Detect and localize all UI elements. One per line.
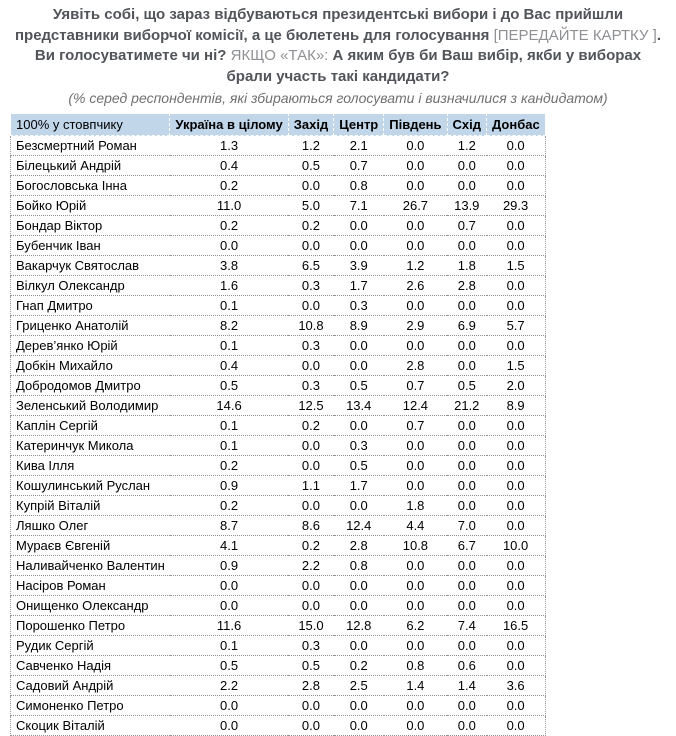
value-cell: 2.5 bbox=[334, 676, 384, 696]
table-header-row bbox=[11, 114, 546, 136]
table-row bbox=[11, 136, 546, 156]
value-cell: 0.1 bbox=[170, 296, 288, 316]
value-cell: 0.0 bbox=[334, 696, 384, 716]
candidate-name: Вакарчук Святослав bbox=[11, 256, 170, 276]
candidate-name: Білецький Андрій bbox=[11, 156, 170, 176]
value-cell: 0.7 bbox=[334, 156, 384, 176]
value-cell: 0.0 bbox=[487, 576, 546, 596]
value-cell: 7.0 bbox=[447, 516, 486, 536]
candidate-name: Добродомов Дмитро bbox=[11, 376, 170, 396]
candidate-name: Бондар Віктор bbox=[11, 216, 170, 236]
table-row bbox=[11, 596, 546, 616]
value-cell: 0.0 bbox=[288, 296, 333, 316]
table-row bbox=[11, 256, 546, 276]
value-cell: 0.0 bbox=[334, 496, 384, 516]
value-cell: 11.6 bbox=[170, 616, 288, 636]
value-cell: 0.0 bbox=[487, 456, 546, 476]
value-cell: 1.5 bbox=[487, 356, 546, 376]
table-row bbox=[11, 396, 546, 416]
table-row bbox=[11, 476, 546, 496]
value-cell: 0.0 bbox=[288, 456, 333, 476]
value-cell: 0.0 bbox=[384, 176, 447, 196]
value-cell: 2.2 bbox=[170, 676, 288, 696]
table-row bbox=[11, 336, 546, 356]
value-cell: 0.0 bbox=[487, 516, 546, 536]
column-header-percent: 100% у стовпчику bbox=[11, 114, 170, 136]
value-cell: 0.7 bbox=[384, 376, 447, 396]
value-cell: 8.9 bbox=[334, 316, 384, 336]
candidate-name: Рудик Сергій bbox=[11, 636, 170, 656]
value-cell: 0.0 bbox=[487, 716, 546, 736]
value-cell: 1.6 bbox=[170, 276, 288, 296]
question-segment-bracket: [ПЕРЕДАЙТЕ КАРТКУ ] bbox=[493, 26, 657, 44]
value-cell: 4.4 bbox=[384, 516, 447, 536]
value-cell: 7.4 bbox=[447, 616, 486, 636]
value-cell: 0.2 bbox=[288, 416, 333, 436]
value-cell: 0.0 bbox=[447, 416, 486, 436]
value-cell: 0.3 bbox=[288, 336, 333, 356]
value-cell: 6.9 bbox=[447, 316, 486, 336]
value-cell: 2.8 bbox=[384, 356, 447, 376]
value-cell: 0.9 bbox=[170, 556, 288, 576]
value-cell: 0.5 bbox=[288, 156, 333, 176]
value-cell: 0.3 bbox=[288, 276, 333, 296]
value-cell: 0.0 bbox=[384, 456, 447, 476]
value-cell: 8.7 bbox=[170, 516, 288, 536]
value-cell: 4.1 bbox=[170, 536, 288, 556]
value-cell: 0.0 bbox=[487, 136, 546, 156]
value-cell: 0.0 bbox=[334, 336, 384, 356]
table-row bbox=[11, 656, 546, 676]
value-cell: 0.0 bbox=[384, 636, 447, 656]
candidate-name: Садовий Андрій bbox=[11, 676, 170, 696]
value-cell: 15.0 bbox=[288, 616, 333, 636]
table-row bbox=[11, 536, 546, 556]
value-cell: 0.0 bbox=[447, 556, 486, 576]
value-cell: 0.1 bbox=[170, 336, 288, 356]
value-cell: 0.0 bbox=[487, 696, 546, 716]
value-cell: 1.7 bbox=[334, 476, 384, 496]
value-cell: 6.2 bbox=[384, 616, 447, 636]
value-cell: 0.0 bbox=[288, 576, 333, 596]
table-row bbox=[11, 276, 546, 296]
column-header-south: Південь bbox=[384, 114, 447, 136]
value-cell: 2.8 bbox=[288, 676, 333, 696]
value-cell: 0.0 bbox=[384, 216, 447, 236]
table-row bbox=[11, 156, 546, 176]
value-cell: 14.6 bbox=[170, 396, 288, 416]
value-cell: 0.0 bbox=[447, 496, 486, 516]
value-cell: 0.0 bbox=[447, 156, 486, 176]
value-cell: 0.0 bbox=[288, 176, 333, 196]
table-row bbox=[11, 196, 546, 216]
value-cell: 0.0 bbox=[384, 436, 447, 456]
column-header-donbas: Донбас bbox=[487, 114, 546, 136]
value-cell: 0.4 bbox=[170, 156, 288, 176]
value-cell: 11.0 bbox=[170, 196, 288, 216]
table-row bbox=[11, 636, 546, 656]
value-cell: 0.1 bbox=[170, 636, 288, 656]
results-table-body bbox=[11, 136, 546, 736]
value-cell: 0.0 bbox=[170, 716, 288, 736]
value-cell: 0.2 bbox=[334, 656, 384, 676]
value-cell: 0.0 bbox=[288, 716, 333, 736]
value-cell: 2.1 bbox=[334, 136, 384, 156]
table-row bbox=[11, 416, 546, 436]
value-cell: 8.2 bbox=[170, 316, 288, 336]
candidate-name: Вілкул Олександр bbox=[11, 276, 170, 296]
value-cell: 0.0 bbox=[288, 596, 333, 616]
value-cell: 1.4 bbox=[447, 676, 486, 696]
value-cell: 1.1 bbox=[288, 476, 333, 496]
value-cell: 13.4 bbox=[334, 396, 384, 416]
table-row bbox=[11, 676, 546, 696]
value-cell: 1.7 bbox=[334, 276, 384, 296]
table-row bbox=[11, 516, 546, 536]
value-cell: 0.0 bbox=[487, 156, 546, 176]
value-cell: 0.0 bbox=[447, 176, 486, 196]
value-cell: 8.9 bbox=[487, 396, 546, 416]
candidate-name: Гриценко Анатолій bbox=[11, 316, 170, 336]
value-cell: 0.5 bbox=[288, 656, 333, 676]
value-cell: 0.2 bbox=[170, 496, 288, 516]
table-row bbox=[11, 456, 546, 476]
value-cell: 0.2 bbox=[288, 536, 333, 556]
value-cell: 1.3 bbox=[170, 136, 288, 156]
value-cell: 0.0 bbox=[487, 276, 546, 296]
value-cell: 0.2 bbox=[170, 176, 288, 196]
candidate-name: Купрій Віталій bbox=[11, 496, 170, 516]
candidate-name: Дерев’янко Юрій bbox=[11, 336, 170, 356]
results-table bbox=[10, 113, 546, 736]
value-cell: 0.5 bbox=[334, 456, 384, 476]
value-cell: 0.0 bbox=[487, 556, 546, 576]
value-cell: 0.8 bbox=[334, 556, 384, 576]
candidate-name: Катеринчук Микола bbox=[11, 436, 170, 456]
value-cell: 0.0 bbox=[487, 336, 546, 356]
value-cell: 2.8 bbox=[447, 276, 486, 296]
value-cell: 0.0 bbox=[170, 596, 288, 616]
value-cell: 0.0 bbox=[487, 596, 546, 616]
value-cell: 0.0 bbox=[384, 556, 447, 576]
value-cell: 0.2 bbox=[288, 216, 333, 236]
value-cell: 10.8 bbox=[288, 316, 333, 336]
value-cell: 0.0 bbox=[447, 356, 486, 376]
value-cell: 0.0 bbox=[384, 156, 447, 176]
value-cell: 0.0 bbox=[170, 236, 288, 256]
value-cell: 0.3 bbox=[334, 296, 384, 316]
candidate-name: Скоцик Віталій bbox=[11, 716, 170, 736]
value-cell: 0.0 bbox=[487, 476, 546, 496]
value-cell: 0.0 bbox=[288, 236, 333, 256]
candidate-name: Бубенчик Іван bbox=[11, 236, 170, 256]
value-cell: 26.7 bbox=[384, 196, 447, 216]
value-cell: 0.1 bbox=[170, 436, 288, 456]
value-cell: 0.0 bbox=[447, 236, 486, 256]
value-cell: 0.6 bbox=[447, 656, 486, 676]
value-cell: 0.0 bbox=[487, 236, 546, 256]
candidate-name: Гнап Дмитро bbox=[11, 296, 170, 316]
value-cell: 0.0 bbox=[447, 696, 486, 716]
value-cell: 0.5 bbox=[447, 376, 486, 396]
value-cell: 0.0 bbox=[384, 236, 447, 256]
value-cell: 0.5 bbox=[170, 656, 288, 676]
value-cell: 0.0 bbox=[447, 436, 486, 456]
value-cell: 0.0 bbox=[334, 636, 384, 656]
value-cell: 0.0 bbox=[487, 636, 546, 656]
value-cell: 0.3 bbox=[288, 636, 333, 656]
value-cell: 0.7 bbox=[384, 416, 447, 436]
value-cell: 12.5 bbox=[288, 396, 333, 416]
value-cell: 0.5 bbox=[170, 376, 288, 396]
table-row bbox=[11, 576, 546, 596]
value-cell: 3.8 bbox=[170, 256, 288, 276]
value-cell: 1.4 bbox=[384, 676, 447, 696]
value-cell: 12.4 bbox=[384, 396, 447, 416]
value-cell: 0.0 bbox=[384, 136, 447, 156]
table-row bbox=[11, 316, 546, 336]
value-cell: 1.8 bbox=[447, 256, 486, 276]
value-cell: 0.0 bbox=[487, 436, 546, 456]
value-cell: 1.5 bbox=[487, 256, 546, 276]
value-cell: 12.4 bbox=[334, 516, 384, 536]
candidate-name: Кошулинський Руслан bbox=[11, 476, 170, 496]
candidate-name: Богословська Інна bbox=[11, 176, 170, 196]
candidate-name: Симоненко Петро bbox=[11, 696, 170, 716]
value-cell: 1.2 bbox=[288, 136, 333, 156]
table-row bbox=[11, 556, 546, 576]
table-row bbox=[11, 236, 546, 256]
value-cell: 0.0 bbox=[384, 576, 447, 596]
value-cell: 0.3 bbox=[288, 376, 333, 396]
value-cell: 0.0 bbox=[447, 636, 486, 656]
value-cell: 0.0 bbox=[447, 596, 486, 616]
value-cell: 0.0 bbox=[334, 356, 384, 376]
candidate-name: Добкін Михайло bbox=[11, 356, 170, 376]
value-cell: 0.4 bbox=[170, 356, 288, 376]
value-cell: 0.0 bbox=[447, 456, 486, 476]
value-cell: 0.2 bbox=[170, 216, 288, 236]
value-cell: 0.0 bbox=[334, 716, 384, 736]
value-cell: 5.7 bbox=[487, 316, 546, 336]
value-cell: 1.8 bbox=[384, 496, 447, 516]
value-cell: 0.0 bbox=[334, 216, 384, 236]
column-header-east: Схід bbox=[447, 114, 486, 136]
value-cell: 12.8 bbox=[334, 616, 384, 636]
value-cell: 2.9 bbox=[384, 316, 447, 336]
value-cell: 5.0 bbox=[288, 196, 333, 216]
candidate-name: Бойко Юрій bbox=[11, 196, 170, 216]
value-cell: 0.0 bbox=[487, 216, 546, 236]
table-row bbox=[11, 176, 546, 196]
candidate-name: Порошенко Петро bbox=[11, 616, 170, 636]
table-row bbox=[11, 436, 546, 456]
value-cell: 0.8 bbox=[384, 656, 447, 676]
value-cell: 0.9 bbox=[170, 476, 288, 496]
value-cell: 0.0 bbox=[487, 176, 546, 196]
table-row bbox=[11, 356, 546, 376]
value-cell: 0.5 bbox=[334, 376, 384, 396]
candidate-name: Наливайченко Валентин bbox=[11, 556, 170, 576]
value-cell: 3.9 bbox=[334, 256, 384, 276]
value-cell: 0.0 bbox=[384, 596, 447, 616]
candidate-name: Кива Ілля bbox=[11, 456, 170, 476]
value-cell: 3.6 bbox=[487, 676, 546, 696]
table-row bbox=[11, 716, 546, 736]
value-cell: 16.5 bbox=[487, 616, 546, 636]
candidate-name: Каплін Сергій bbox=[11, 416, 170, 436]
table-row bbox=[11, 496, 546, 516]
value-cell: 1.2 bbox=[447, 136, 486, 156]
value-cell: 2.2 bbox=[288, 556, 333, 576]
candidate-name: Безсмертний Роман bbox=[11, 136, 170, 156]
table-row bbox=[11, 616, 546, 636]
value-cell: 2.6 bbox=[384, 276, 447, 296]
table-header bbox=[11, 114, 546, 136]
question-segment: А яким був би Ваш вибір, якби у виборах брали участь такі кандидати? bbox=[226, 47, 642, 85]
value-cell: 0.0 bbox=[447, 716, 486, 736]
candidate-name: Онищенко Олександр bbox=[11, 596, 170, 616]
value-cell: 0.8 bbox=[334, 176, 384, 196]
column-header-ukraine: Україна в цілому bbox=[170, 114, 288, 136]
value-cell: 0.2 bbox=[170, 456, 288, 476]
value-cell: 29.3 bbox=[487, 196, 546, 216]
value-cell: 0.0 bbox=[334, 596, 384, 616]
candidate-name: Зеленський Володимир bbox=[11, 396, 170, 416]
value-cell: 0.0 bbox=[447, 476, 486, 496]
candidate-name: Насіров Роман bbox=[11, 576, 170, 596]
value-cell: 0.0 bbox=[487, 656, 546, 676]
value-cell: 7.1 bbox=[334, 196, 384, 216]
value-cell: 6.5 bbox=[288, 256, 333, 276]
value-cell: 0.0 bbox=[170, 576, 288, 596]
value-cell: 0.0 bbox=[384, 716, 447, 736]
value-cell: 0.0 bbox=[384, 476, 447, 496]
candidate-name: Ляшко Олег bbox=[11, 516, 170, 536]
value-cell: 0.0 bbox=[288, 436, 333, 456]
value-cell: 2.0 bbox=[487, 376, 546, 396]
column-header-west: Захід bbox=[288, 114, 333, 136]
candidate-name: Савченко Надія bbox=[11, 656, 170, 676]
value-cell: 0.0 bbox=[487, 416, 546, 436]
table-row bbox=[11, 376, 546, 396]
value-cell: 0.0 bbox=[288, 496, 333, 516]
value-cell: 10.8 bbox=[384, 536, 447, 556]
value-cell: 21.2 bbox=[447, 396, 486, 416]
value-cell: 8.6 bbox=[288, 516, 333, 536]
value-cell: 1.2 bbox=[384, 256, 447, 276]
value-cell: 0.0 bbox=[334, 416, 384, 436]
table-row bbox=[11, 216, 546, 236]
column-header-center: Центр bbox=[334, 114, 384, 136]
value-cell: 0.0 bbox=[487, 296, 546, 316]
value-cell: 0.0 bbox=[447, 336, 486, 356]
table-row bbox=[11, 296, 546, 316]
question-segment: Уявіть собі, що зараз відбуваються президентські вибори і до Вас прийшли представники виборчої комісії, а це бюлетень для голосування bbox=[14, 6, 624, 44]
value-cell: 0.0 bbox=[384, 696, 447, 716]
value-cell: 0.0 bbox=[384, 336, 447, 356]
value-cell: 0.0 bbox=[334, 576, 384, 596]
value-cell: 0.0 bbox=[447, 576, 486, 596]
candidate-name: Мураєв Євгеній bbox=[11, 536, 170, 556]
value-cell: 2.8 bbox=[334, 536, 384, 556]
value-cell: 10.0 bbox=[487, 536, 546, 556]
value-cell: 0.0 bbox=[170, 696, 288, 716]
value-cell: 0.0 bbox=[334, 236, 384, 256]
value-cell: 0.0 bbox=[384, 296, 447, 316]
value-cell: 0.3 bbox=[334, 436, 384, 456]
value-cell: 0.0 bbox=[447, 296, 486, 316]
subtitle-note: (% серед респондентів, які збираються голосувати і визначилися з кандидатом) bbox=[68, 90, 608, 106]
value-cell: 0.0 bbox=[288, 696, 333, 716]
value-cell: 0.1 bbox=[170, 416, 288, 436]
value-cell: 13.9 bbox=[447, 196, 486, 216]
value-cell: 0.0 bbox=[288, 356, 333, 376]
table-row bbox=[11, 696, 546, 716]
survey-question bbox=[13, 0, 663, 87]
value-cell: 6.7 bbox=[447, 536, 486, 556]
value-cell: 0.0 bbox=[487, 496, 546, 516]
question-segment-condition: ЯКЩО «ТАК»: bbox=[230, 47, 333, 64]
question-segment: . Ви голосуватимете чи ні? bbox=[34, 26, 661, 64]
value-cell: 0.7 bbox=[447, 216, 486, 236]
